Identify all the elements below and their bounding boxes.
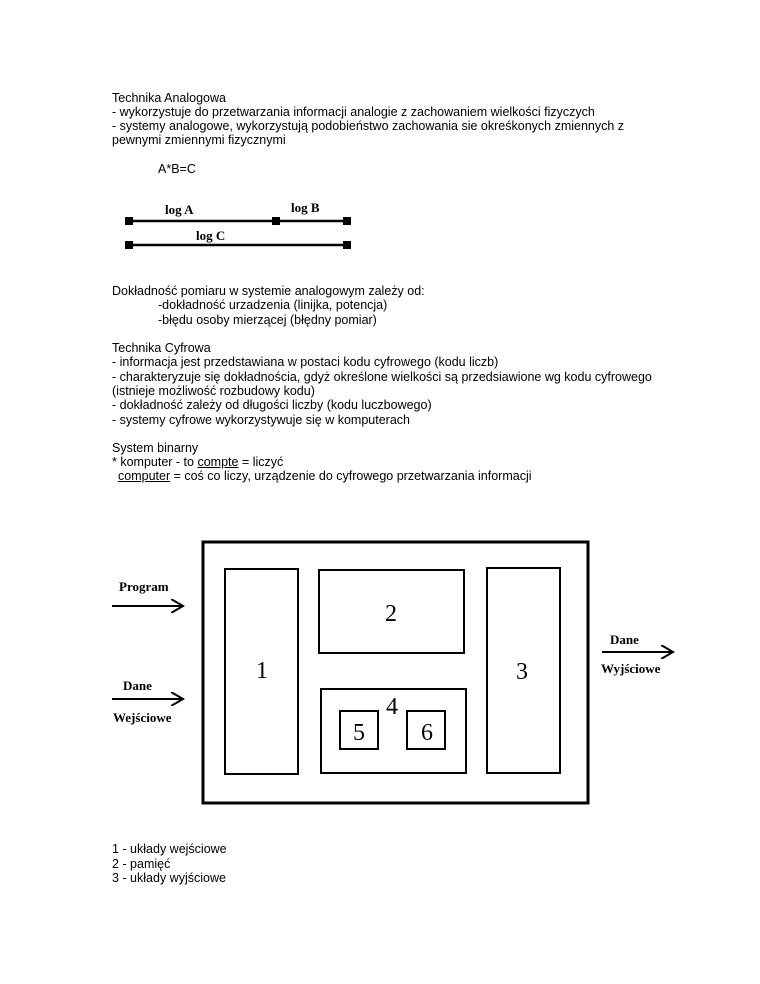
- binary-l1-prefix: * komputer - to: [112, 455, 198, 469]
- digital-line-4: - dokładność zależy od długości liczby (kodu luczbowego): [112, 398, 432, 412]
- log-c-label: log C: [196, 228, 226, 243]
- block-2-label: 2: [385, 601, 397, 627]
- output-wyjsciowe-label: Wyjściowe: [601, 661, 661, 676]
- analog-line-3: pewnymi zmiennymi fizycznymi: [112, 133, 286, 147]
- digital-line-2: - charakteryzuje się dokładnościa, gdyż określone wielkości są przedsiawione wg kodu cyfrowego: [112, 370, 652, 384]
- legend-item-3: 3 - układy wyjściowe: [112, 871, 226, 885]
- digital-line-3: (istnieje możliwość rozbudowy kodu): [112, 384, 315, 398]
- accuracy-item-1: -dokładność urzadzenia (linijka, potencja): [158, 298, 388, 312]
- input-wejsciowe-label: Wejściowe: [113, 710, 172, 725]
- formula: A*B=C: [158, 162, 196, 176]
- binary-heading: System binarny: [112, 441, 199, 455]
- log-a-label: log A: [165, 202, 194, 217]
- block-6-label: 6: [421, 720, 433, 746]
- analog-heading: Technika Analogowa: [112, 91, 226, 105]
- analog-line-1: - wykorzystuje do przetwarzania informacji analogie z zachowaniem wielkości fizyczych: [112, 105, 595, 119]
- binary-l1-suffix: = liczyć: [238, 455, 284, 469]
- log-b-label: log B: [291, 200, 320, 215]
- binary-l2-word: computer: [118, 469, 171, 483]
- legend-item-2: 2 - pamięć: [112, 857, 171, 871]
- accuracy-intro: Dokładność pomiaru w systemie analogowym zależy od:: [112, 284, 425, 298]
- analog-line-2: - systemy analogowe, wykorzystują podobieństwo zachowania sie okreśkonych zmiennych z: [112, 119, 625, 133]
- digital-heading: Technika Cyfrowa: [112, 341, 211, 355]
- digital-line-5: - systemy cyfrowe wykorzystywuje się w komputerach: [112, 413, 410, 427]
- binary-l2-suffix: = coś co liczy, urządzenie do cyfrowego przetwarzania informacji: [170, 469, 532, 483]
- block-1-label: 1: [256, 658, 268, 684]
- block-5-label: 5: [353, 720, 365, 746]
- output-dane-label: Dane: [610, 632, 639, 647]
- accuracy-item-2: -błędu osoby mierzącej (błędny pomiar): [158, 313, 377, 327]
- block-4-label: 4: [386, 694, 398, 720]
- legend-item-1: 1 - układy wejściowe: [112, 842, 227, 856]
- program-label: Program: [119, 579, 169, 594]
- block-3-label: 3: [516, 659, 528, 685]
- digital-line-1: - informacja jest przedstawiana w postaci kodu cyfrowego (kodu liczb): [112, 355, 499, 369]
- binary-l1-word: compte: [197, 455, 239, 469]
- input-dane-label: Dane: [123, 678, 152, 693]
